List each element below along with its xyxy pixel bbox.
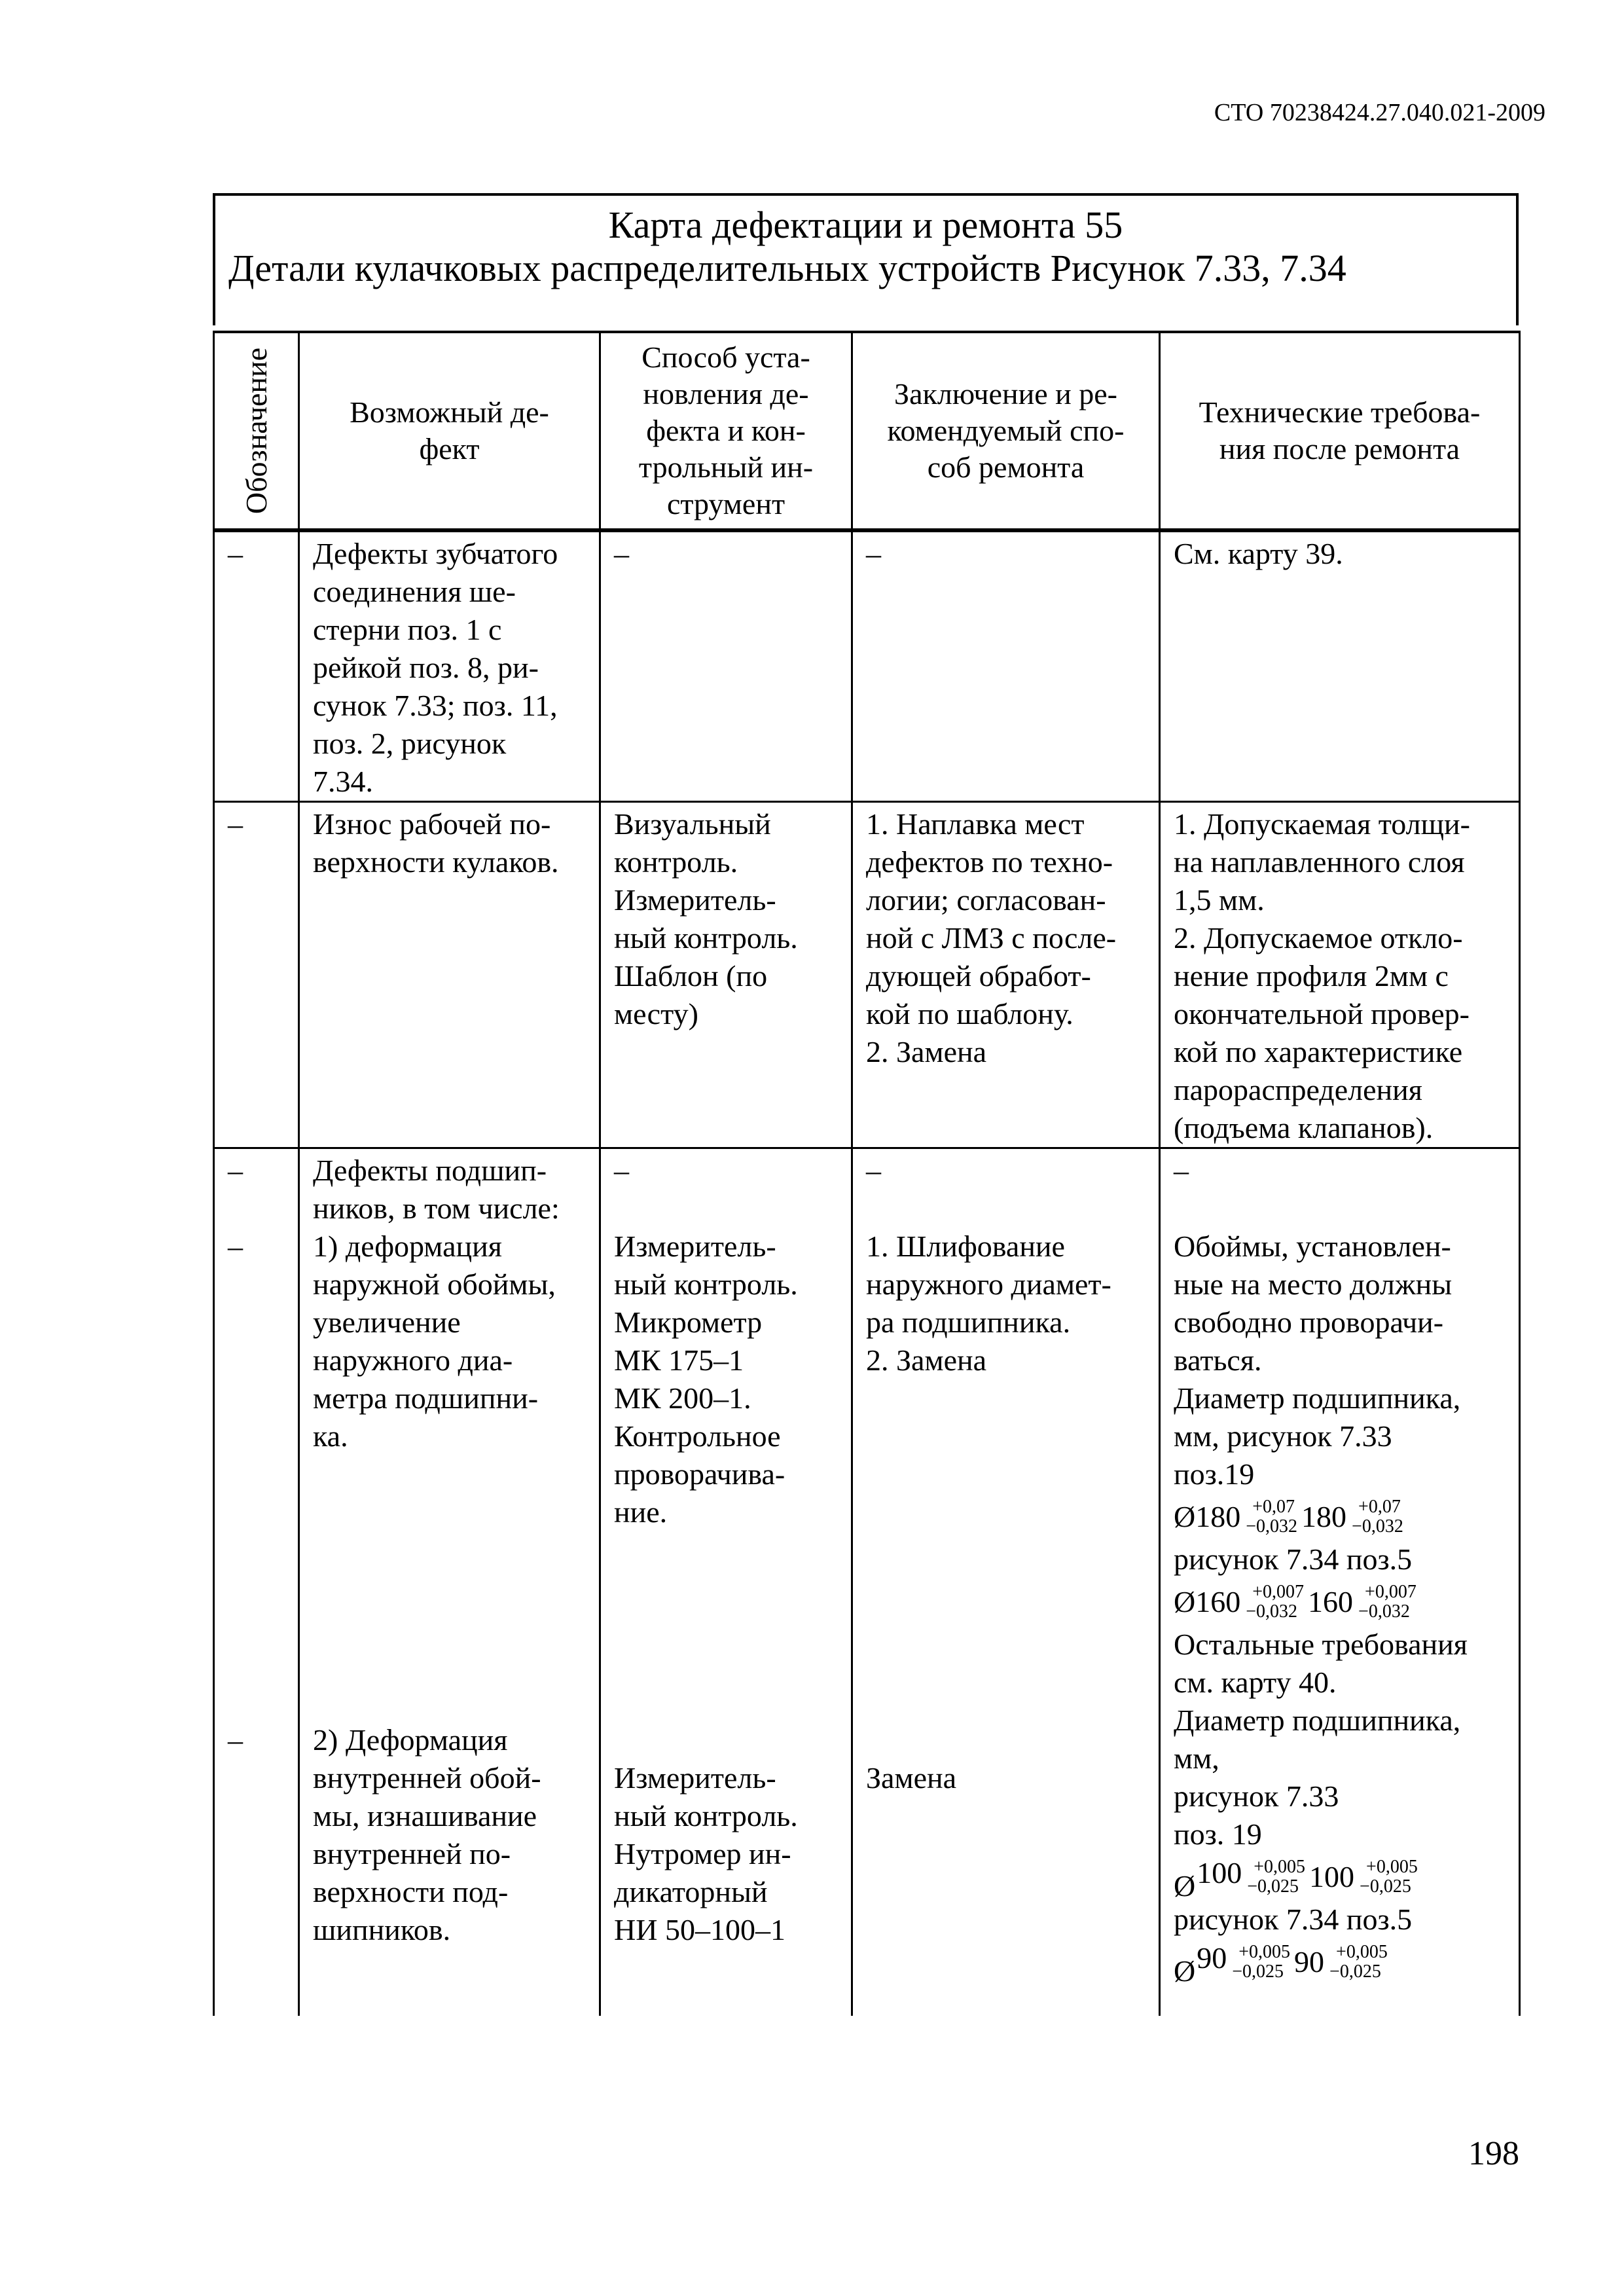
row3-repair: – 1. Шлифование наружного диамет- ра подшипника. 2. Замена Замена	[852, 1148, 1160, 2016]
row3-requirements: – Обоймы, установлен- ные на место должны свободно проворачи- ваться. Диаметр подшипника, мм, рисунок 7.33 поз.19 Ø 180 +0,07 −0,032 180 +0,07 −0,032 рисунок 7.34 поз.5 Ø 160 +0,007 −0,032 160 +0,007 −0,032 Остальные требования см. карту 40. Диаметр подшипника, мм, рисунок 7.33 поз. 19 Ø 100 +0,005 −0,025 100 +0,005 −0,025 рисунок 7.34 поз.5 Ø 90 +0,005 −0,025 90 +0,005 −0,025	[1160, 1148, 1520, 2016]
row2-method: Визуальный контроль. Измеритель- ный контроль. Шаблон (по месту)	[600, 802, 852, 1148]
tolerance-160: Ø 160 +0,007 −0,032 160 +0,007 −0,032	[1174, 1582, 1416, 1622]
page-number: 198	[1468, 2135, 1519, 2172]
tolerance-90: Ø 90 +0,005 −0,025 90 +0,005 −0,025	[1174, 1941, 1388, 1988]
header-defect: Возможный де- фект	[299, 332, 600, 530]
card-title-box	[213, 193, 1519, 325]
row1-repair: –	[852, 530, 1160, 802]
header-designation: Обозначение	[214, 332, 299, 530]
tolerance-180: Ø 180 +0,07 −0,032 180 +0,07 −0,032	[1174, 1497, 1403, 1537]
row2-requirements: 1. Допускаемая толщи- на наплавленного слоя 1,5 мм. 2. Допускаемое откло- нение профиля 2мм с окончательной провер- кой по характеристике парораспределения (подъема клапанов).	[1160, 802, 1520, 1148]
row1-mark: –	[214, 530, 299, 802]
row2-mark: –	[214, 802, 299, 1148]
header-method: Способ уста- новления де- фекта и кон- трольный ин- струмент	[600, 332, 852, 530]
document-code: СТО 70238424.27.040.021-2009	[1214, 99, 1545, 126]
row2-defect: Износ рабочей по- верхности кулаков.	[299, 802, 600, 1148]
defect-table	[213, 331, 1521, 2016]
table-row	[214, 530, 1520, 802]
row3-method: – Измеритель- ный контроль. Микрометр МК 175–1 МК 200–1. Контрольное проворачива- ние. Измеритель- ный контроль. Нутромер ин- дикаторный НИ 50–100–1	[600, 1148, 852, 2016]
header-requirements: Технические требова- ния после ремонта	[1160, 332, 1520, 530]
row2-repair: 1. Наплавка мест дефектов по техно- логии; согласован- ной с ЛМЗ с после- дующей обработ- кой по шаблону. 2. Замена	[852, 802, 1160, 1148]
row3-defect: Дефекты подшип- ников, в том числе: 1) деформация наружной обоймы, увеличение наружного диа- метра подшипни- ка. 2) Деформация внутренней обой- мы, изнашивание внутренней по- верхности под- шипников.	[299, 1148, 600, 2016]
table-header-row	[214, 332, 1520, 530]
row1-method: –	[600, 530, 852, 802]
card-subtitle: Детали кулачковых распределительных устройств Рисунок 7.33, 7.34	[228, 247, 1346, 289]
row1-requirements: См. карту 39.	[1160, 530, 1520, 802]
header-repair: Заключение и ре- комендуемый спо- соб ремонта	[852, 332, 1160, 530]
card-title: Карта дефектации и ремонта 55	[608, 204, 1123, 246]
row1-defect: Дефекты зубчатого соединения ше- стерни поз. 1 с рейкой поз. 8, ри- сунок 7.33; поз. 11, поз. 2, рисунок 7.34.	[299, 530, 600, 802]
table-row	[214, 1148, 1520, 2016]
table-row	[214, 802, 1520, 1148]
tolerance-100: Ø 100 +0,005 −0,025 100 +0,005 −0,025	[1174, 1856, 1418, 1903]
row3-mark: – – –	[214, 1148, 299, 2016]
